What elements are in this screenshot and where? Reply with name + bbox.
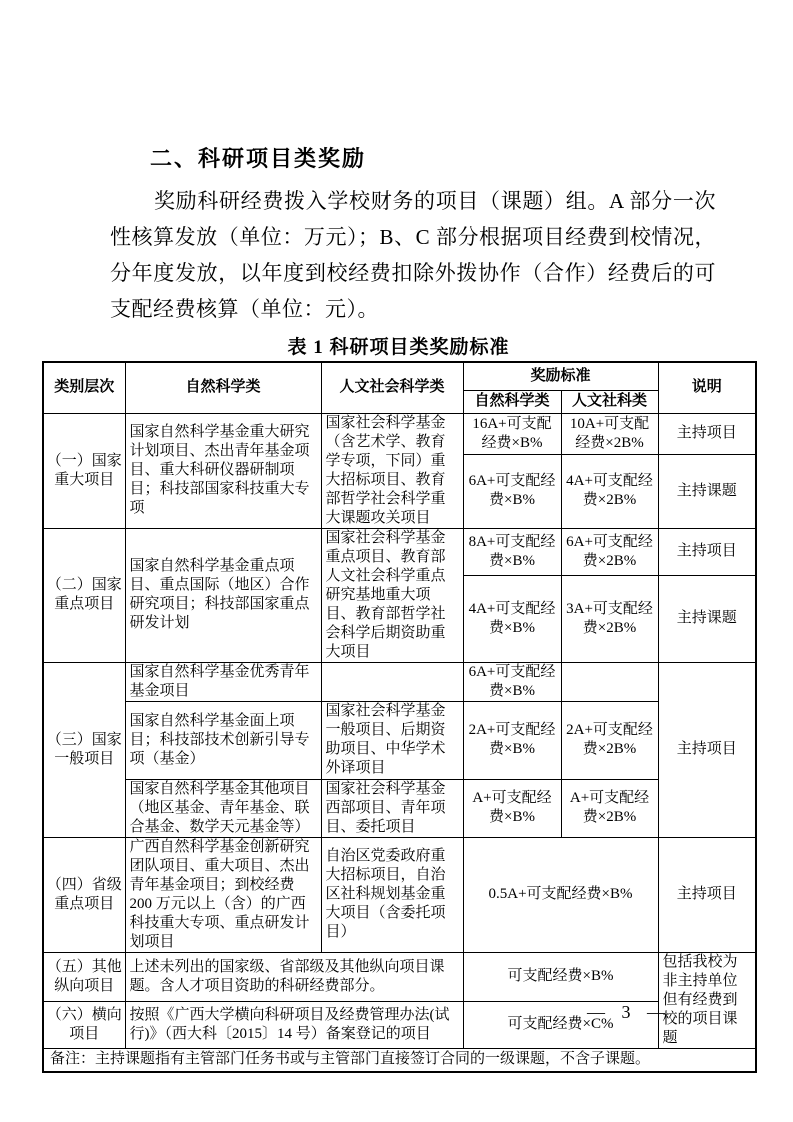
table-row [43,528,756,575]
cell-reward-social: A+可支配经费×2B% [561,779,658,837]
cell-note: 主持课题 [658,454,756,528]
cell-description-horizontal: 按照《广西大学横向科研项目及经费管理办法(试行)》（西大科〔2015〕14 号）备案登记的项目 [125,1002,463,1048]
cell-note: 主持项目 [658,413,756,454]
cell-reward-natural: 8A+可支配经费×B% [463,528,561,575]
cell-humanities-general: 国家社会科学基金一般项目、后期资助项目、中华学术外译项目 [321,701,463,779]
cell-reward-social: 4A+可支配经费×2B% [561,454,658,528]
cell-natural-national-major: 国家自然科学基金重大研究计划项目、杰出青年基金项目、重大科研仪器研制项目；科技部国家科技重大专项 [125,413,321,528]
section-heading: 二、科研项目类奖励 [150,146,367,171]
cell-category-provincial-key: （四）省级重点项目 [43,837,125,952]
cell-reward-merged: 可支配经费×B% [463,952,658,1002]
cell-description-other-vertical: 上述未列出的国家级、省部级及其他纵向项目课题。含人才项目资助的科研经费部分。 [125,952,463,1002]
table-row [43,662,756,701]
cell-humanities-national-key: 国家社会科学基金重点项目、教育部人文社会科学重点研究基地重大项目、教育部哲学社会科学后期资助重大项目 [321,528,463,662]
cell-reward-social-empty [561,662,658,701]
cell-natural-general-surface: 国家自然科学基金面上项目；科技部技术创新引导专项（基金） [125,701,321,779]
col-header-note: 说明 [658,362,756,413]
table-title: 表 1 科研项目类奖励标准 [287,337,510,358]
col-header-reward-social: 人文社科类 [561,390,658,413]
cell-natural-general-youth: 国家自然科学基金优秀青年基金项目 [125,662,321,701]
table-row [43,701,756,779]
table-row [43,779,756,837]
cell-note: 主持课题 [658,575,756,662]
col-header-category: 类别层次 [43,362,125,413]
cell-reward-social: 2A+可支配经费×2B% [561,701,658,779]
cell-reward-natural: 4A+可支配经费×B% [463,575,561,662]
cell-reward-natural: 16A+可支配经费×B% [463,413,561,454]
cell-natural-general-other: 国家自然科学基金其他项目（地区基金、青年基金、联合基金、数学天元基金等） [125,779,321,837]
cell-category-national-key: （二）国家重点项目 [43,528,125,662]
col-header-natural: 自然科学类 [125,362,321,413]
cell-reward-merged: 0.5A+可支配经费×B% [463,837,658,952]
cell-humanities-empty [321,662,463,701]
table-row-remark [43,1048,756,1072]
table-row [43,837,756,952]
cell-note-shared: 包括我校为非主持单位但有经费到校的项目课题 [658,952,756,1048]
cell-reward-natural: A+可支配经费×B% [463,779,561,837]
cell-category-horizontal: （六）横向项目 [43,1002,125,1048]
cell-reward-social: 10A+可支配经费×2B% [561,413,658,454]
body-paragraph: 奖励科研经费拨入学校财务的项目（课题）组。A 部分一次性核算发放（单位：万元）；B、C 部分根据项目经费到校情况，分年度发放，以年度到校经费扣除外拨协作（合作）经费后的可支配经费核算（单位：元）。 [110,189,716,321]
col-header-humanities: 人文社会科学类 [321,362,463,413]
cell-natural-national-key: 国家自然科学基金重点项目、重点国际（地区）合作研究项目；科技部国家重点研发计划 [125,528,321,662]
table-row [43,413,756,454]
header-row-top [43,362,756,390]
cell-reward-natural: 6A+可支配经费×B% [463,454,561,528]
cell-category-other-vertical: （五）其他纵向项目 [43,952,125,1002]
cell-remark: 备注：主持课题指有主管部门任务书或与主管部门直接签订合同的一级课题，不含子课题。 [43,1048,756,1072]
cell-note: 主持项目 [658,837,756,952]
cell-reward-social: 6A+可支配经费×2B% [561,528,658,575]
cell-humanities-national-major: 国家社会科学基金（含艺术学、教育学专项，下同）重大招标项目、教育部哲学社会科学重大课题攻关项目 [321,413,463,528]
cell-humanities-provincial: 自治区党委政府重大招标项目，自治区社科规划基金重大项目（含委托项目） [321,837,463,952]
col-header-reward-natural: 自然科学类 [463,390,561,413]
cell-natural-provincial: 广西自然科学基金创新研究团队项目、重大项目、杰出青年基金项目；到校经费 200 万元以上（含）的广西科技重大专项、重点研发计划项目 [125,837,321,952]
page-number: — 3 — [587,1002,667,1022]
col-header-reward: 奖励标准 [463,362,658,390]
table-row [43,952,756,1002]
reward-standards-table [42,361,757,1073]
cell-reward-social: 3A+可支配经费×2B% [561,575,658,662]
cell-reward-natural: 6A+可支配经费×B% [463,662,561,701]
cell-note: 主持项目 [658,528,756,575]
cell-category-national-major: （一）国家重大项目 [43,413,125,528]
cell-humanities-general-other: 国家社会科学基金西部项目、青年项目、委托项目 [321,779,463,837]
cell-note: 主持项目 [658,662,756,837]
cell-category-national-general: （三）国家一般项目 [43,662,125,837]
cell-reward-natural: 2A+可支配经费×B% [463,701,561,779]
cell-reward-merged: 可支配经费×C% [463,1002,658,1048]
